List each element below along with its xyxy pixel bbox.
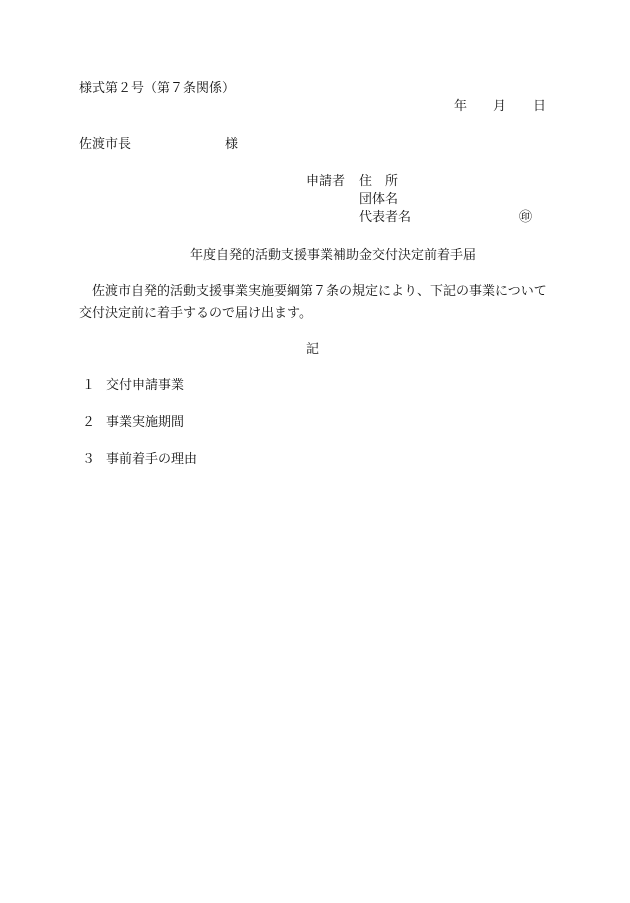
- applicant-org-label: 団体名: [359, 192, 399, 207]
- date-month: 月: [493, 99, 507, 114]
- item-number: ３: [82, 452, 96, 467]
- seal-mark: ㊞: [519, 210, 533, 225]
- applicant-address-label: 住 所: [359, 174, 399, 189]
- document-title: 年度自発的活動支援事業補助金交付決定前着手届: [190, 248, 477, 263]
- date-year: 年: [454, 99, 468, 114]
- applicant-rep-label: 代表者名: [359, 210, 412, 225]
- ki-heading: 記: [306, 342, 320, 357]
- item-label: 事前着手の理由: [106, 452, 198, 467]
- item-number: ２: [82, 415, 96, 430]
- form-number: 様式第２号（第７条関係）: [79, 81, 236, 96]
- body-text: 佐渡市自発的活動支援事業実施要綱第７条の規定により、下記の事業について交付決定前に着手するので届け出ます。: [79, 284, 547, 321]
- applicant-label: 申請者: [306, 174, 346, 189]
- item-number: １: [82, 378, 96, 393]
- item-label: 交付申請事業: [106, 378, 185, 393]
- addressee-honorific: 様: [225, 137, 239, 152]
- date-day: 日: [533, 99, 547, 114]
- addressee-name: 佐渡市長: [79, 137, 132, 152]
- item-label: 事業実施期間: [106, 415, 185, 430]
